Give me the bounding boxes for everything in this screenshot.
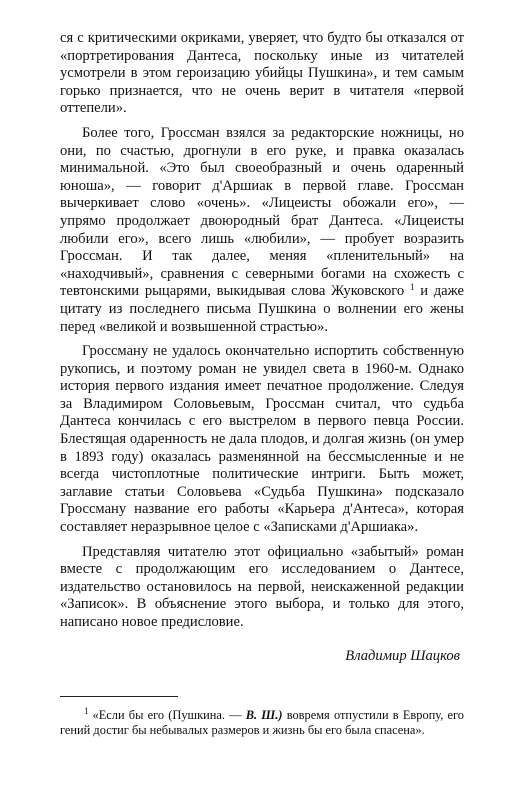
paragraph-3: Гроссману не удалось окончательно испортить собственную рукопись, и поэтому роман не увидел света в 1960-м. Однако история первого издания имеет печатное продолжение. Следуя за Владимиром Соловьевым, Гроссман считал, что судьба Дантеса кончилась с его выстрелом в первого певца России. Блестящая одаренность не дала плодов, и долгая жизнь (он умер в 1893 году) оказалась разменянной на бессмысленные и не всегда чистоплотные политические интриги. Быть может, заглавие статьи Соловьева «Судьба Пушкина» подсказало Гроссману название его работы «Карьера д'Антеса», которая составляет неразрывное целое с «Записками д'Аршиака». — [60, 343, 464, 536]
author-signature: Владимир Шацков — [345, 647, 460, 664]
paragraph-2 — [60, 125, 464, 336]
paragraph-4: Представляя читателю этот официально «забытый» роман вместе с продолжающим его исследованием о Дантесе, издательство остановилось на первой, неискаженной редакции «Записок». В объяснение этого выбора, и только для этого, написано новое предисловие. — [60, 543, 464, 630]
paragraph-2-text: Более того, Гроссман взялся за редакторские ножницы, но они, по счастью, дрогнули в его руке, и правка оказалась минимальной. «Это был своеобразный и очень одаренный юноша», — говорит д'Аршиак в первой главе. Гроссман вычеркивает слово «очень». «Лицеисты обожали его», — упрямо продолжает двоюродный брат Дантеса. «Лицеисты любили его», всего лишь «любили», — пробует возразить Гроссман. И так далее, меняя «пленительный» на «находчивый», сравнения с северными богами на схожесть с тевтонскими рыцарями, выкидывая слова Жуковского — [60, 124, 464, 300]
footnote-text-end: вовремя отпустили в Европу, его гений достиг бы небывалых размеров и жизнь бы его была спасена». — [60, 708, 464, 738]
footnote — [60, 708, 464, 739]
footnote-author-initials: В. Ш.) — [245, 708, 283, 722]
footnote-text-start: «Если бы его (Пушкина. — — [92, 708, 242, 722]
footnote-reference: 1 — [409, 282, 415, 293]
footnote-marker: 1 — [84, 706, 89, 716]
body-text — [60, 30, 464, 632]
paragraph-1: ся с критическими окриками, уверяет, что будто бы отказался от «портретирования Дантеса, поскольку иные из читателей усмотрели в этом героизацию убийцы Пушкина», и тем самым горько признается, что не очень верит в читателя «первой оттепели». — [60, 30, 464, 117]
footnote-divider — [60, 696, 178, 697]
paragraph-2-continuation: и даже цитату из последнего письма Пушкина о волнении его жены перед «великой и возвышенной страстью». — [60, 283, 464, 335]
